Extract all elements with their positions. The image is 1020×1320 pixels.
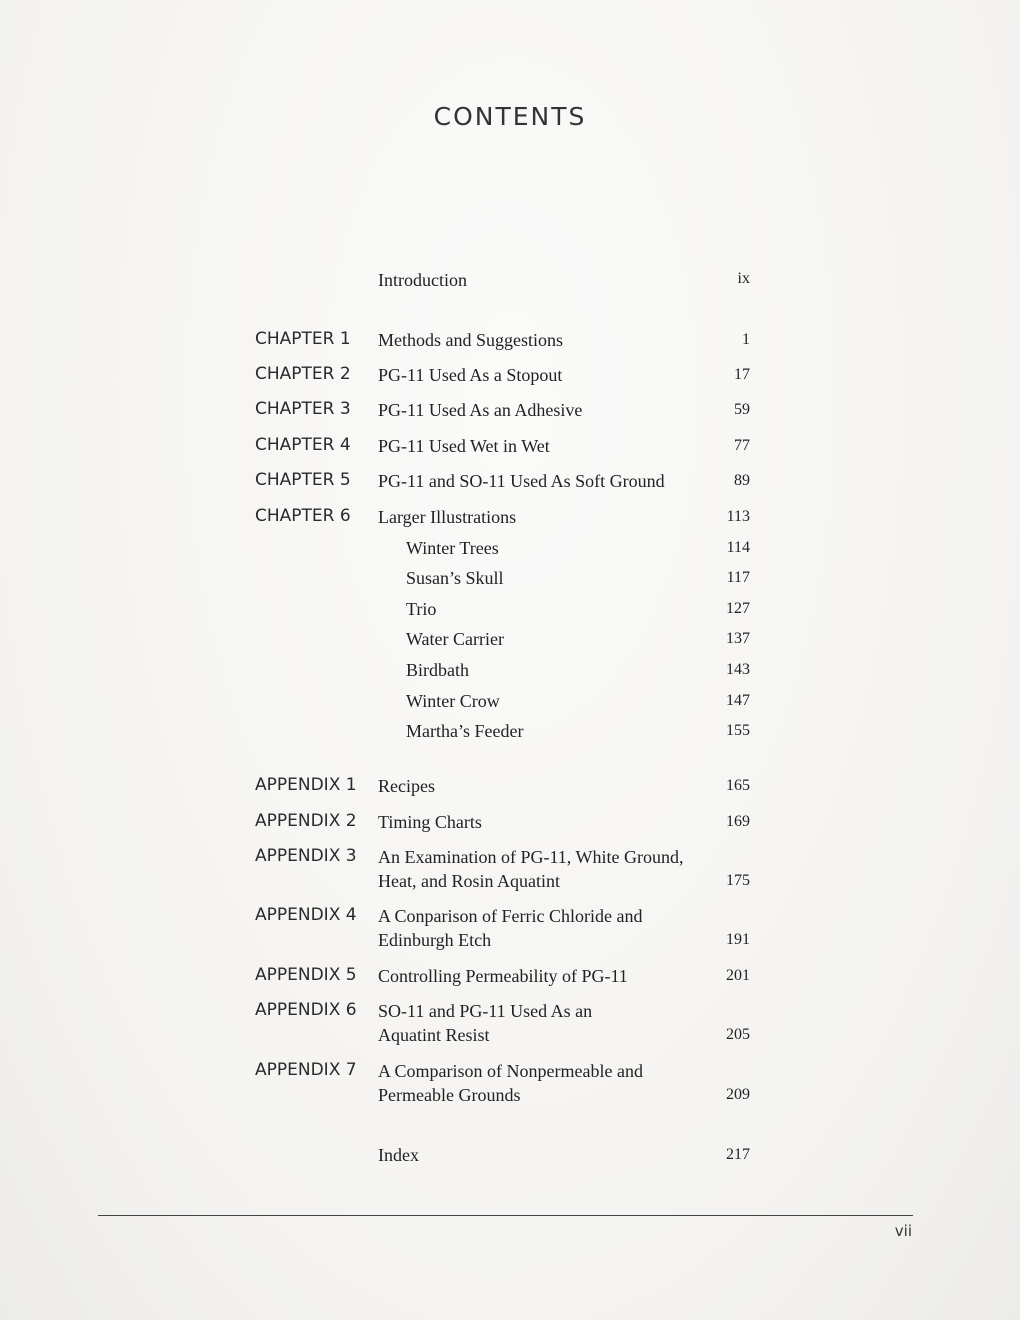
appendix-label: APPENDIX 3	[255, 846, 357, 866]
toc-entry-title: Larger Illustrations	[378, 507, 517, 527]
toc-page-number: 89	[734, 472, 750, 489]
toc-entry-title: Introduction	[378, 270, 467, 290]
toc-subentry-title: Martha’s Feeder	[406, 721, 524, 741]
toc-entry-line: Edinburgh Etch	[378, 930, 492, 950]
toc-page-number: 59	[734, 401, 750, 418]
toc-page-number: 117	[726, 569, 750, 586]
page-title: CONTENTS	[433, 102, 587, 131]
toc-page-number: 1	[742, 331, 750, 348]
toc-entry-title: PG-11 Used Wet in Wet	[378, 436, 550, 456]
toc-entry-title: Methods and Suggestions	[378, 330, 564, 350]
chapter-label: CHAPTER 3	[255, 399, 351, 419]
toc-entry-title	[378, 1059, 643, 1107]
toc-page-number: 113	[726, 508, 750, 525]
toc-subentry-title: Susan’s Skull	[406, 568, 504, 588]
toc-entry-title	[378, 845, 683, 893]
chapter-label: CHAPTER 6	[255, 506, 351, 526]
toc-entry-title	[378, 810, 482, 834]
toc-entry-title	[378, 904, 642, 952]
toc-page-number: 127	[726, 600, 750, 617]
toc-subentry-title: Winter Trees	[406, 538, 499, 558]
toc-page-number: 77	[734, 437, 750, 454]
toc-entry-line: Timing Charts	[378, 812, 482, 832]
toc-page-number: 143	[726, 661, 750, 678]
toc-page-number: 114	[726, 539, 750, 556]
toc-entry-title: PG-11 Used As an Adhesive	[378, 400, 583, 420]
toc-subentry-title: Birdbath	[406, 660, 469, 680]
appendix-label: APPENDIX 5	[255, 965, 357, 985]
toc-page-number: 169	[726, 813, 750, 830]
toc-entry-line: Heat, and Rosin Aquatint	[378, 871, 560, 891]
toc-entry-line: Controlling Permeability of PG-11	[378, 966, 628, 986]
toc-page-number: 155	[726, 722, 750, 739]
toc-entry-line: Aquatint Resist	[378, 1025, 490, 1045]
toc-page-number: 209	[726, 1086, 750, 1103]
toc-entry-line: An Examination of PG-11, White Ground,	[378, 847, 684, 867]
toc-entry-title: Index	[378, 1145, 419, 1165]
toc-page-number: ix	[737, 270, 750, 287]
chapter-label: CHAPTER 1	[255, 329, 351, 349]
chapter-label: CHAPTER 2	[255, 364, 351, 384]
toc-entry-title: PG-11 and SO-11 Used As Soft Ground	[378, 471, 665, 491]
toc-page-number: 147	[726, 692, 750, 709]
toc-page-number: 17	[734, 366, 750, 383]
page-folio: vii	[894, 1222, 912, 1240]
toc-page-number: 137	[726, 630, 750, 647]
toc-entry-title	[378, 774, 435, 798]
toc-page-number: 165	[726, 777, 750, 794]
toc-subentry-title: Winter Crow	[406, 691, 500, 711]
appendix-label: APPENDIX 4	[255, 905, 357, 925]
appendix-label: APPENDIX 7	[255, 1060, 357, 1080]
chapter-label: CHAPTER 5	[255, 470, 351, 490]
toc-subentry-title: Water Carrier	[406, 629, 504, 649]
toc-page-number: 175	[726, 872, 750, 889]
appendix-label: APPENDIX 1	[255, 775, 357, 795]
toc-subentry-title: Trio	[406, 599, 437, 619]
toc-entry-line: Permeable Grounds	[378, 1085, 521, 1105]
toc-page-number: 205	[726, 1026, 750, 1043]
appendix-label: APPENDIX 6	[255, 1000, 357, 1020]
toc-page-number: 201	[726, 967, 750, 984]
toc-page-number: 217	[726, 1146, 750, 1163]
toc-entry-line: A Conparison of Ferric Chloride and	[378, 906, 643, 926]
appendix-label: APPENDIX 2	[255, 811, 357, 831]
chapter-label: CHAPTER 4	[255, 435, 351, 455]
toc-entry-line: Recipes	[378, 776, 435, 796]
toc-entry-line: A Comparison of Nonpermeable and	[378, 1061, 643, 1081]
toc-page-number: 191	[726, 931, 750, 948]
toc-entry-line: SO-11 and PG-11 Used As an	[378, 1001, 593, 1021]
toc-entry-title	[378, 964, 628, 988]
toc-entry-title: PG-11 Used As a Stopout	[378, 365, 563, 385]
footer-rule	[98, 1215, 913, 1216]
toc-entry-title	[378, 999, 592, 1047]
